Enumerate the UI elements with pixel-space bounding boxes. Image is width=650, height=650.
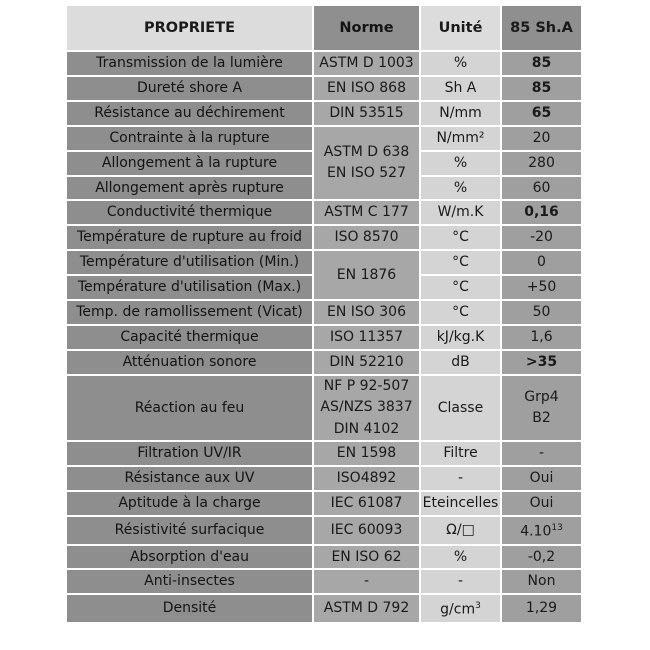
- norm-cell: IEC 61087: [314, 492, 419, 515]
- value-cell: Oui: [502, 467, 581, 490]
- property-cell: Température d'utilisation (Max.): [67, 276, 312, 299]
- table-row: [67, 326, 581, 349]
- property-cell: Aptitude à la charge: [67, 492, 312, 515]
- norm-line: DIN 4102: [333, 420, 400, 437]
- property-cell: Atténuation sonore: [67, 351, 312, 374]
- unit-cell: Ω/□: [421, 517, 500, 544]
- unit-cell: Classe: [421, 376, 500, 441]
- unit-cell: Eteincelles: [421, 492, 500, 515]
- value-cell: Non: [502, 570, 581, 593]
- table-row: [67, 201, 581, 224]
- table-row: [67, 570, 581, 593]
- value-cell: 85: [502, 52, 581, 75]
- norm-cell: [314, 376, 419, 441]
- header-unite: Unité: [421, 6, 500, 50]
- property-cell: Temp. de ramollissement (Vicat): [67, 301, 312, 324]
- table-row: [67, 442, 581, 465]
- unit-cell: Filtre: [421, 442, 500, 465]
- table-row: [67, 517, 581, 544]
- norm-cell: ASTM D 1003: [314, 52, 419, 75]
- property-cell: Allongement après rupture: [67, 177, 312, 200]
- properties-table: [65, 4, 583, 624]
- norm-cell: ISO4892: [314, 467, 419, 490]
- header-norme: Norme: [314, 6, 419, 50]
- unit-cell: N/mm²: [421, 127, 500, 150]
- unit-cell: °C: [421, 251, 500, 274]
- unit-cell: °C: [421, 276, 500, 299]
- unit-cell: N/mm: [421, 102, 500, 125]
- table-row: [67, 595, 581, 622]
- property-cell: Densité: [67, 595, 312, 622]
- value-line: B2: [532, 410, 551, 427]
- table-row: [67, 301, 581, 324]
- table-row: [67, 546, 581, 569]
- unit-cell: -: [421, 570, 500, 593]
- value-cell: 65: [502, 102, 581, 125]
- norm-line: AS/NZS 3837: [320, 399, 413, 416]
- property-cell: Résistance aux UV: [67, 467, 312, 490]
- unit-cell: °C: [421, 226, 500, 249]
- table-row: [67, 351, 581, 374]
- table-row: [67, 52, 581, 75]
- property-cell: Allongement à la rupture: [67, 152, 312, 175]
- unit-cell: [421, 595, 500, 622]
- norm-cell: EN ISO 62: [314, 546, 419, 569]
- property-cell: Réaction au feu: [67, 376, 312, 441]
- norm-cell: EN 1876: [314, 251, 419, 299]
- header-row: [67, 6, 581, 50]
- unit-cell: %: [421, 177, 500, 200]
- norm-cell: ASTM D 792: [314, 595, 419, 622]
- value-cell: 280: [502, 152, 581, 175]
- value-cell: 1,29: [502, 595, 581, 622]
- property-cell: Résistivité surfacique: [67, 517, 312, 544]
- unit-cell: -: [421, 467, 500, 490]
- norm-cell: ASTM C 177: [314, 201, 419, 224]
- norm-cell: EN ISO 868: [314, 77, 419, 100]
- table-row: [67, 467, 581, 490]
- value-cell: 20: [502, 127, 581, 150]
- norm-cell: -: [314, 570, 419, 593]
- norm-cell: DIN 52210: [314, 351, 419, 374]
- value-cell: Oui: [502, 492, 581, 515]
- table-row: [67, 102, 581, 125]
- unit-cell: W/m.K: [421, 201, 500, 224]
- unit-cell: %: [421, 546, 500, 569]
- norm-line: EN ISO 527: [327, 165, 406, 182]
- property-cell: Température d'utilisation (Min.): [67, 251, 312, 274]
- table-row: [67, 492, 581, 515]
- property-cell: Conductivité thermique: [67, 201, 312, 224]
- property-cell: Dureté shore A: [67, 77, 312, 100]
- value-cell: 1,6: [502, 326, 581, 349]
- property-cell: Résistance au déchirement: [67, 102, 312, 125]
- unit-cell: kJ/kg.K: [421, 326, 500, 349]
- value-cell: 50: [502, 301, 581, 324]
- value-cell: 0: [502, 251, 581, 274]
- unit-exponent: 3: [475, 601, 481, 612]
- norm-line: NF P 92-507: [323, 377, 410, 394]
- value-cell: -: [502, 442, 581, 465]
- unit-cell: %: [421, 152, 500, 175]
- table-row: [67, 127, 581, 150]
- value-line: Grp4: [524, 388, 559, 405]
- unit-base: g/cm: [440, 602, 476, 619]
- property-cell: Capacité thermique: [67, 326, 312, 349]
- value-cell: +50: [502, 276, 581, 299]
- property-cell: Filtration UV/IR: [67, 442, 312, 465]
- norm-cell: IEC 60093: [314, 517, 419, 544]
- property-cell: Anti-insectes: [67, 570, 312, 593]
- norm-cell: EN ISO 306: [314, 301, 419, 324]
- value-cell: [502, 376, 581, 441]
- norm-cell: ISO 8570: [314, 226, 419, 249]
- value-cell: -0,2: [502, 546, 581, 569]
- table-row: [67, 376, 581, 441]
- unit-cell: Sh A: [421, 77, 500, 100]
- value-exponent: 13: [551, 523, 563, 533]
- norm-line: ASTM D 638: [323, 143, 410, 160]
- norm-cell: [314, 127, 419, 200]
- property-cell: Température de rupture au froid: [67, 226, 312, 249]
- value-cell: 85: [502, 77, 581, 100]
- unit-cell: °C: [421, 301, 500, 324]
- unit-cell: %: [421, 52, 500, 75]
- norm-cell: EN 1598: [314, 442, 419, 465]
- value-cell: [502, 517, 581, 544]
- property-cell: Contrainte à la rupture: [67, 127, 312, 150]
- table-row: [67, 226, 581, 249]
- property-cell: Absorption d'eau: [67, 546, 312, 569]
- header-valeur: 85 Sh.A: [502, 6, 581, 50]
- table-row: [67, 251, 581, 274]
- norm-cell: DIN 53515: [314, 102, 419, 125]
- unit-cell: dB: [421, 351, 500, 374]
- table-row: [67, 77, 581, 100]
- value-cell: >35: [502, 351, 581, 374]
- value-cell: 0,16: [502, 201, 581, 224]
- value-cell: -20: [502, 226, 581, 249]
- norm-cell: ISO 11357: [314, 326, 419, 349]
- header-propriete: PROPRIETE: [67, 6, 312, 50]
- value-cell: 60: [502, 177, 581, 200]
- value-base: 4.10: [520, 523, 552, 540]
- property-cell: Transmission de la lumière: [67, 52, 312, 75]
